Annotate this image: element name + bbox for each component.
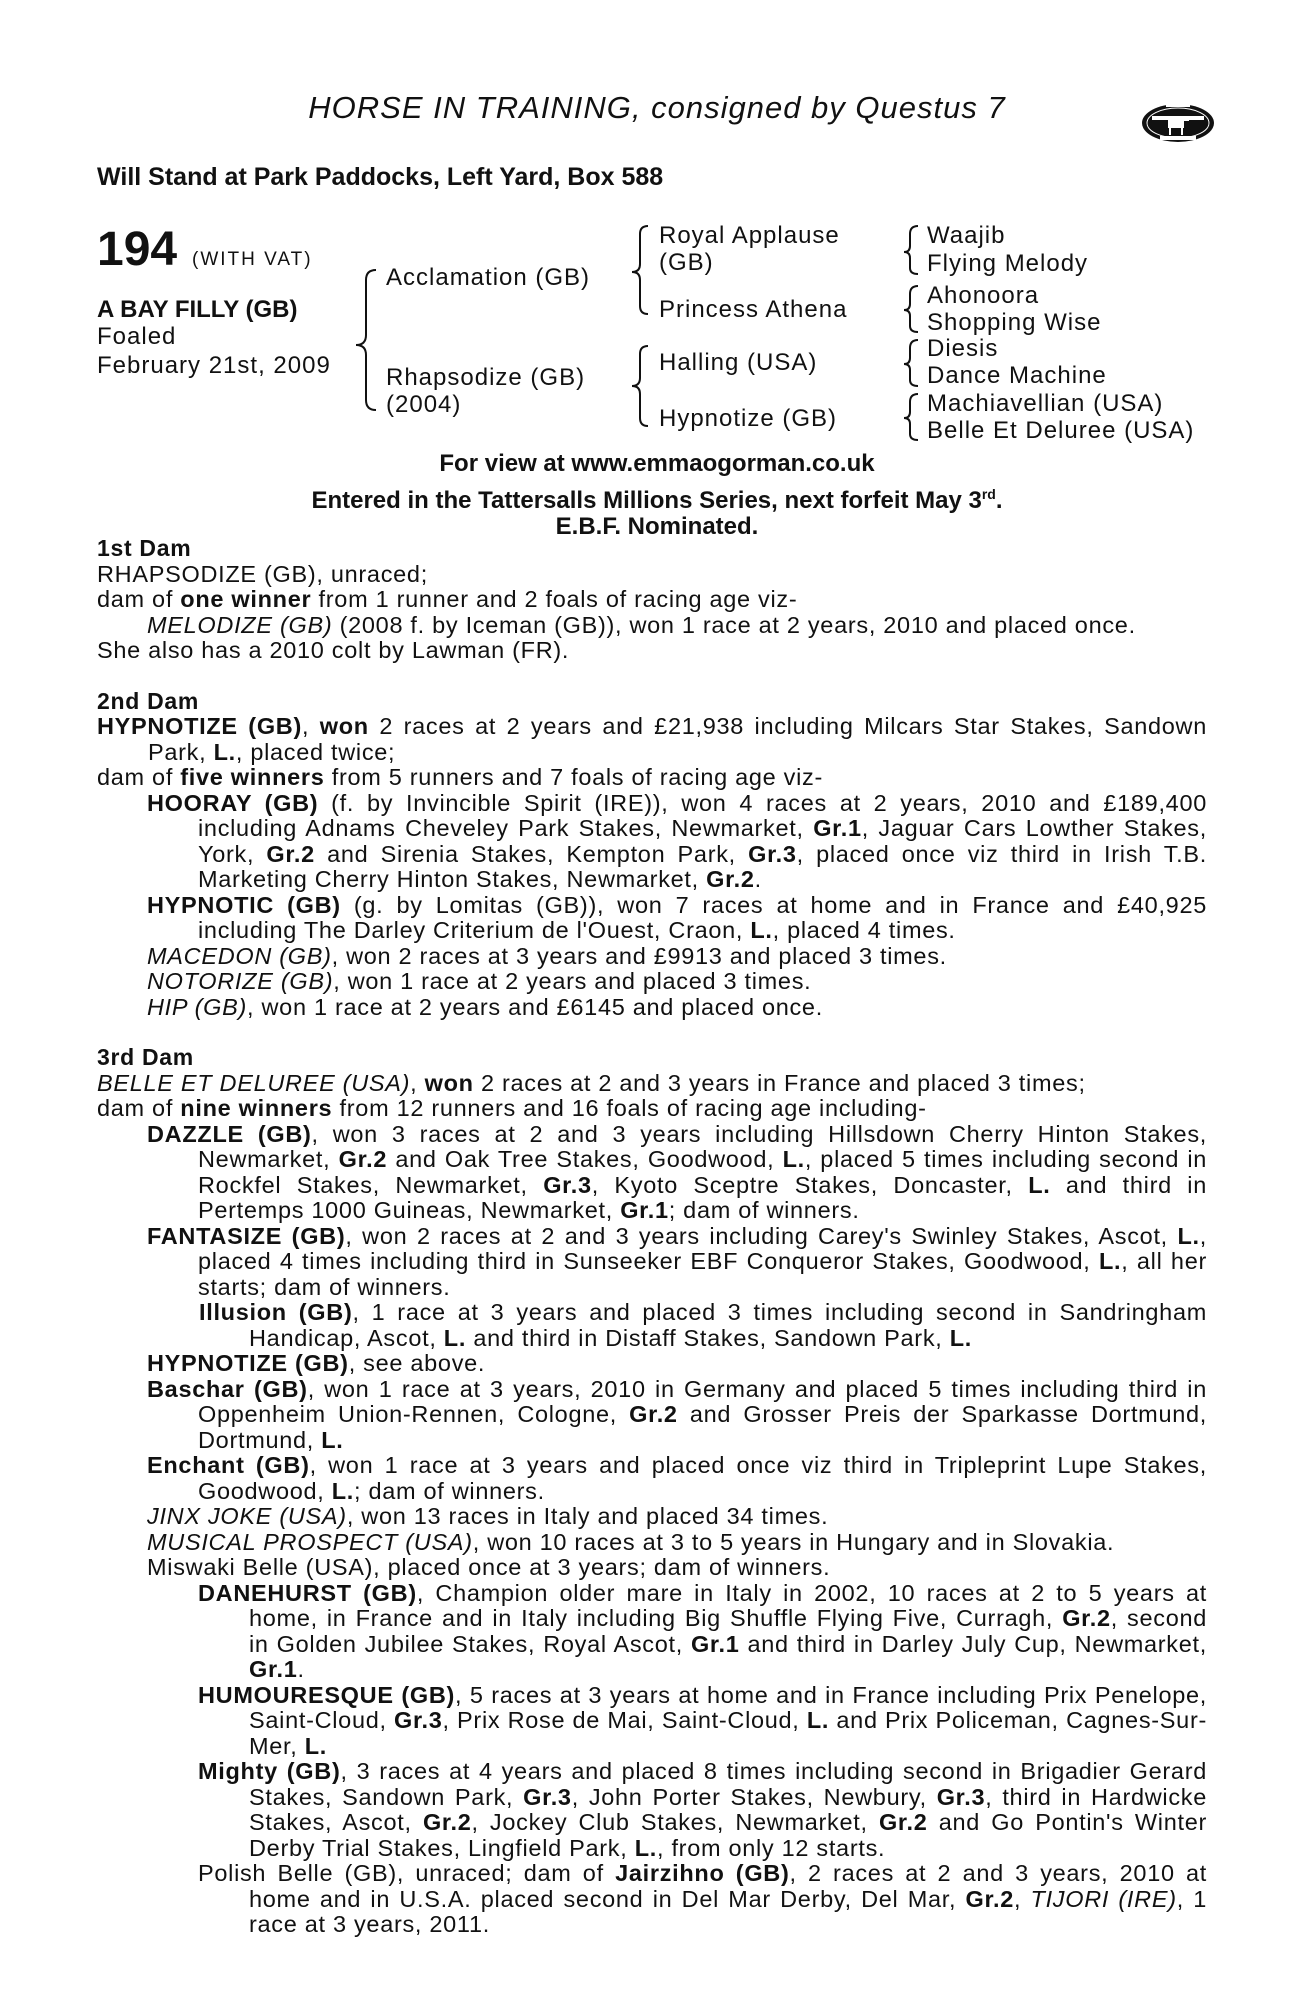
txt-bold: L. <box>1098 1248 1122 1274</box>
txt: , third in Hardwicke Stakes, Ascot, <box>249 1783 1207 1835</box>
txt: , placed once viz third in Irish T.B. Marketing Cherry Hinton Stakes, Newmarket, <box>198 840 1207 892</box>
view-website-note: For view at www.emmaogorman.co.uk <box>439 450 875 477</box>
progeny-illusion <box>97 1300 1207 1351</box>
txt-bold: Gr.1 <box>249 1656 298 1682</box>
txt-bold: one winner <box>180 586 312 612</box>
progeny-hypnotize <box>97 1351 1207 1377</box>
txt: , Jockey Club Stakes, Newmarket, <box>471 1809 879 1835</box>
txt: , placed 4 times. <box>772 917 956 943</box>
txt-bold: HUMOURESQUE (GB) <box>198 1681 456 1708</box>
lot-number: 194 <box>97 223 178 276</box>
g2-bracket <box>904 286 918 332</box>
txt-bold: L. <box>1028 1171 1051 1198</box>
txt: dam of <box>97 764 181 790</box>
stand-location: Will Stand at Park Paddocks, Left Yard, Box 588 <box>97 163 664 191</box>
txt: , Prix Rose de Mai, Saint-Cloud, <box>442 1707 807 1733</box>
txt-bold: Gr.2 <box>878 1809 928 1835</box>
progeny-notorize <box>97 969 1207 995</box>
txt: Polish Belle (GB), unraced; dam of <box>198 1860 616 1886</box>
txt: and third in Distaff Stakes, Sandown Park, <box>466 1324 950 1351</box>
txt: , 5 races at 3 years at home and in France including Prix Penelope, Saint-Cloud, <box>249 1681 1207 1733</box>
pedigree-dam-dam: Hypnotize (GB) <box>659 405 838 432</box>
txt: , won 13 races in Italy and placed 34 times. <box>346 1503 829 1529</box>
txt: , won 1 race at 3 years, 2010 in Germany and placed 5 times including third in Oppenheim Union-Rennen, Cologne, <box>198 1375 1207 1427</box>
ebf-note: E.B.F. Nominated. <box>555 513 759 540</box>
entry-text: Entered in the Tattersalls Millions Series, next forfeit May 3 <box>311 487 982 514</box>
txt: , placed 4 times including third in Sunseeker EBF Conqueror Stakes, Goodwood, <box>198 1222 1208 1274</box>
txt: , from only 12 starts. <box>656 1834 886 1861</box>
txt-bold: DAZZLE (GB) <box>147 1120 312 1147</box>
txt: , 1 race at 3 years, 2011. <box>249 1885 1207 1937</box>
txt-bold: L. <box>213 738 236 765</box>
txt: from 5 runners and 7 foals of racing age viz- <box>324 764 824 790</box>
progeny-macedon <box>97 944 1207 970</box>
third-dam-heading: 3rd Dam <box>97 1044 194 1070</box>
progeny-fantasize <box>97 1224 1207 1301</box>
txt-bold: five winners <box>180 764 325 790</box>
first-dam-progeny <box>97 613 1207 639</box>
txt-bold: Gr.3 <box>936 1783 986 1810</box>
txt: from 1 runner and 2 foals of racing age viz- <box>311 586 798 612</box>
txt-bold: Gr.3 <box>543 1171 592 1198</box>
txt: . <box>297 1656 305 1682</box>
txt: , second in Golden Jubilee Stakes, Royal Ascot, <box>249 1605 1207 1657</box>
txt-bold: FANTASIZE (GB) <box>147 1222 346 1249</box>
txt-bold: Illusion (GB) <box>199 1299 353 1325</box>
txt: , <box>1014 1885 1031 1912</box>
txt-bold: Gr.3 <box>523 1783 572 1810</box>
txt-italic: NOTORIZE (GB) <box>147 968 334 994</box>
txt: dam of <box>97 1095 181 1121</box>
txt: and Oak Tree Stakes, Goodwood, <box>387 1146 783 1172</box>
txt: ; dam of winners. <box>668 1197 860 1223</box>
dam-bracket <box>632 346 648 426</box>
txt-bold: L. <box>634 1834 657 1861</box>
txt-bold: HYPNOTIZE (GB) <box>97 713 302 739</box>
lot-vat-note: (WITH VAT) <box>192 249 313 270</box>
txt: and third in Pertemps 1000 Guineas, Newmarket, <box>198 1171 1207 1223</box>
txt-bold: HOORAY (GB) <box>147 789 319 816</box>
first-dam-note: She also has a 2010 colt by Lawman (FR). <box>97 637 570 663</box>
txt: , placed twice; <box>235 738 396 765</box>
progeny-musical-prospect <box>97 1530 1207 1556</box>
txt-bold: won <box>424 1069 474 1096</box>
txt-bold: Baschar (GB) <box>147 1375 308 1402</box>
txt-bold: Gr.2 <box>629 1401 678 1427</box>
pedigree-dam <box>386 364 585 418</box>
txt: , won 3 races at 2 and 3 years including Hillsdown Cherry Hinton Stakes, Newmarket, <box>198 1120 1208 1172</box>
txt: , see above. <box>348 1350 486 1376</box>
txt-bold: Gr.2 <box>266 840 315 867</box>
txt: , 3 races at 4 years and placed 8 times including second in Brigadier Gerard Stakes, Sandown Park, <box>249 1758 1207 1810</box>
horse-name: A BAY FILLY (GB) <box>97 296 298 323</box>
txt: 2 races at 2 years and £21,938 including Milcars Star Stakes, Sandown Park, <box>148 713 1208 765</box>
txt-bold: Gr.2 <box>422 1809 472 1835</box>
pedigree-dam-year: (2004) <box>386 391 462 418</box>
progeny-hooray <box>97 791 1207 893</box>
txt: , 1 race at 3 years and placed 3 times including second in Sandringham Handicap, Ascot, <box>249 1299 1207 1351</box>
pedigree-sire-dam: Princess Athena <box>659 296 848 323</box>
txt-italic: TIJORI (IRE) <box>1030 1885 1177 1912</box>
txt-bold: Gr.2 <box>338 1146 388 1172</box>
g4-bracket <box>904 394 918 440</box>
pedigree-sire-sire-name: Royal Applause <box>659 222 840 249</box>
txt: dam of <box>97 586 181 612</box>
txt: 2 races at 2 and 3 years in France and placed 3 times; <box>473 1069 1086 1096</box>
first-dam-produce-line <box>97 587 1207 613</box>
txt: from 12 runners and 16 foals of racing age including- <box>332 1095 927 1121</box>
txt: , <box>302 713 320 739</box>
main-bracket <box>356 270 376 410</box>
progeny-hypnotic <box>97 893 1207 944</box>
second-dam-line <box>97 714 1207 765</box>
txt-bold: L. <box>806 1707 830 1733</box>
txt: and Grosser Preis der Sparkasse Dortmund, Dortmund, <box>198 1401 1207 1453</box>
txt-bold: Jairzihno (GB) <box>615 1860 790 1886</box>
page-title: HORSE IN TRAINING, consigned by Questus 7 <box>308 90 1006 125</box>
txt-bold: won <box>319 713 369 739</box>
txt-bold: HYPNOTIZE (GB) <box>147 1350 349 1376</box>
progeny-enchant <box>97 1453 1207 1504</box>
txt: , won 1 race at 2 years and £6145 and placed once. <box>247 993 823 1020</box>
txt: , 2 races at 2 and 3 years, 2010 at home and in U.S.A. placed second in Del Mar Derby, Del Mar, <box>249 1860 1208 1912</box>
txt-bold: Mighty (GB) <box>198 1758 341 1784</box>
txt: and Prix Policeman, Cagnes-Sur-Mer, <box>249 1707 1207 1759</box>
txt: and Go Pontin's Winter Derby Trial Stakes, Lingfield Park, <box>249 1809 1207 1861</box>
progeny-miswaki-belle: Miswaki Belle (USA), placed once at 3 years; dam of winners. <box>147 1554 831 1580</box>
txt-italic: MELODIZE (GB) <box>147 611 333 638</box>
txt-bold: DANEHURST (GB) <box>198 1579 417 1606</box>
txt-bold: Gr.1 <box>690 1630 740 1657</box>
entry-sup: rd <box>981 486 996 502</box>
g1-bracket <box>904 226 918 274</box>
txt: , won 10 races at 3 to 5 years in Hungary and in Slovakia. <box>472 1528 1115 1555</box>
pedigree-sire-sire-country: (GB) <box>659 249 714 276</box>
pedigree-g4: Shopping Wise <box>927 309 1102 336</box>
txt: , won 2 races at 2 and 3 years including Carey's Swinley Stakes, Ascot, <box>345 1222 1178 1249</box>
txt: ; dam of winners. <box>354 1477 545 1504</box>
pedigree-g8: Belle Et Deluree (USA) <box>927 417 1195 444</box>
pedigree-sire-sire <box>659 222 840 276</box>
txt-bold: Gr.3 <box>748 840 797 867</box>
pedigree-g2: Flying Melody <box>927 250 1089 277</box>
txt-italic: JINX JOKE (USA) <box>147 1503 347 1529</box>
pedigree-dam-name: Rhapsodize (GB) <box>386 364 586 391</box>
progeny-hip <box>97 995 1207 1021</box>
txt-bold: Gr.1 <box>813 815 862 841</box>
pedigree-g5: Diesis <box>927 335 999 362</box>
txt-bold: Gr.2 <box>706 866 755 892</box>
g3-bracket <box>904 340 918 386</box>
second-dam-heading: 2nd Dam <box>97 687 200 714</box>
pedigree-g3: Ahonoora <box>927 282 1040 309</box>
progeny-humouresque <box>97 1683 1207 1760</box>
txt-italic: MACEDON (GB) <box>147 942 332 969</box>
foaled-date: February 21st, 2009 <box>97 352 331 379</box>
txt-bold: L. <box>331 1477 355 1504</box>
txt: , won 1 race at 2 years and placed 3 times. <box>333 968 812 994</box>
txt: , <box>410 1069 425 1096</box>
txt-bold: Gr.2 <box>965 1885 1015 1912</box>
pedigree-g1: Waajib <box>927 222 1006 249</box>
txt-bold: HYPNOTIC (GB) <box>147 891 341 918</box>
progeny-mighty <box>97 1759 1207 1861</box>
txt-bold: L. <box>949 1324 973 1351</box>
txt-italic: MUSICAL PROSPECT (USA) <box>147 1528 473 1555</box>
pedigree-dam-sire: Halling (USA) <box>659 349 818 376</box>
foaled-label: Foaled <box>97 323 177 350</box>
txt-bold: Gr.3 <box>394 1707 443 1733</box>
txt: , all her starts; dam of winners. <box>198 1248 1207 1300</box>
txt-bold: Enchant (GB) <box>147 1452 310 1478</box>
third-dam-line <box>97 1071 1207 1097</box>
catalogue-body <box>97 536 1207 1938</box>
txt: (g. by Lomitas (GB)), won 7 races at home and in France and £40,925 including The Darley Criterium de l'Ouest, Craon, <box>198 891 1207 943</box>
third-dam-produce-line <box>97 1096 1207 1122</box>
txt: . <box>754 866 762 892</box>
pedigree-sire: Acclamation (GB) <box>386 264 591 291</box>
txt: , Champion older mare in Italy in 2002, 10 races at 2 to 5 years at home, in France and in Italy including Big Shuffle Flying Five, Curragh, <box>249 1579 1207 1631</box>
entry-end: . <box>995 487 1003 514</box>
txt: and third in Darley July Cup, Newmarket, <box>739 1630 1207 1657</box>
txt-bold: L. <box>304 1732 328 1759</box>
second-dam-produce-line <box>97 765 1207 791</box>
txt-italic: HIP (GB) <box>147 993 248 1020</box>
progeny-jinx-joke <box>97 1504 1207 1530</box>
txt: , won 2 races at 3 years and £9913 and placed 3 times. <box>331 942 947 969</box>
progeny-dazzle <box>97 1122 1207 1224</box>
txt: , placed 5 times including second in Rockfel Stakes, Newmarket, <box>198 1146 1208 1198</box>
txt: , Jaguar Cars Lowther Stakes, York, <box>198 815 1207 867</box>
first-dam-line: RHAPSODIZE (GB), unraced; <box>97 560 428 587</box>
txt-bold: L. <box>750 917 773 943</box>
txt: , Kyoto Sceptre Stakes, Doncaster, <box>591 1171 1029 1198</box>
txt: and Sirenia Stakes, Kempton Park, <box>314 840 749 867</box>
txt-bold: L. <box>321 1426 344 1453</box>
txt-bold: Gr.2 <box>1062 1605 1111 1631</box>
txt-bold: L. <box>782 1146 805 1172</box>
txt-bold: L. <box>443 1324 467 1351</box>
txt: , John Porter Stakes, Newbury, <box>571 1783 937 1810</box>
sire-bracket <box>632 226 648 314</box>
progeny-baschar <box>97 1377 1207 1454</box>
txt-bold: nine winners <box>180 1095 333 1121</box>
pedigree-g6: Dance Machine <box>927 362 1107 389</box>
txt-italic: BELLE ET DELUREE (USA) <box>97 1069 411 1096</box>
txt-bold: Gr.1 <box>620 1197 669 1223</box>
progeny-danehurst <box>97 1581 1207 1683</box>
pedigree-g7: Machiavellian (USA) <box>927 390 1164 417</box>
txt: (2008 f. by Iceman (GB)), won 1 race at 2 years, 2010 and placed once. <box>332 611 1136 638</box>
progeny-polish-belle <box>97 1861 1207 1938</box>
txt: (f. by Invincible Spirit (IRE)), won 4 races at 2 years, 2010 and £189,400 including Adnams Cheveley Park Stakes, Newmarket, <box>198 789 1207 841</box>
txt: , won 1 race at 3 years and placed once viz third in Tripleprint Lupe Stakes, Goodwood, <box>198 1452 1207 1504</box>
tattersalls-entry-note <box>0 486 1314 515</box>
first-dam-heading: 1st Dam <box>97 535 192 561</box>
txt-bold: L. <box>1177 1222 1200 1249</box>
